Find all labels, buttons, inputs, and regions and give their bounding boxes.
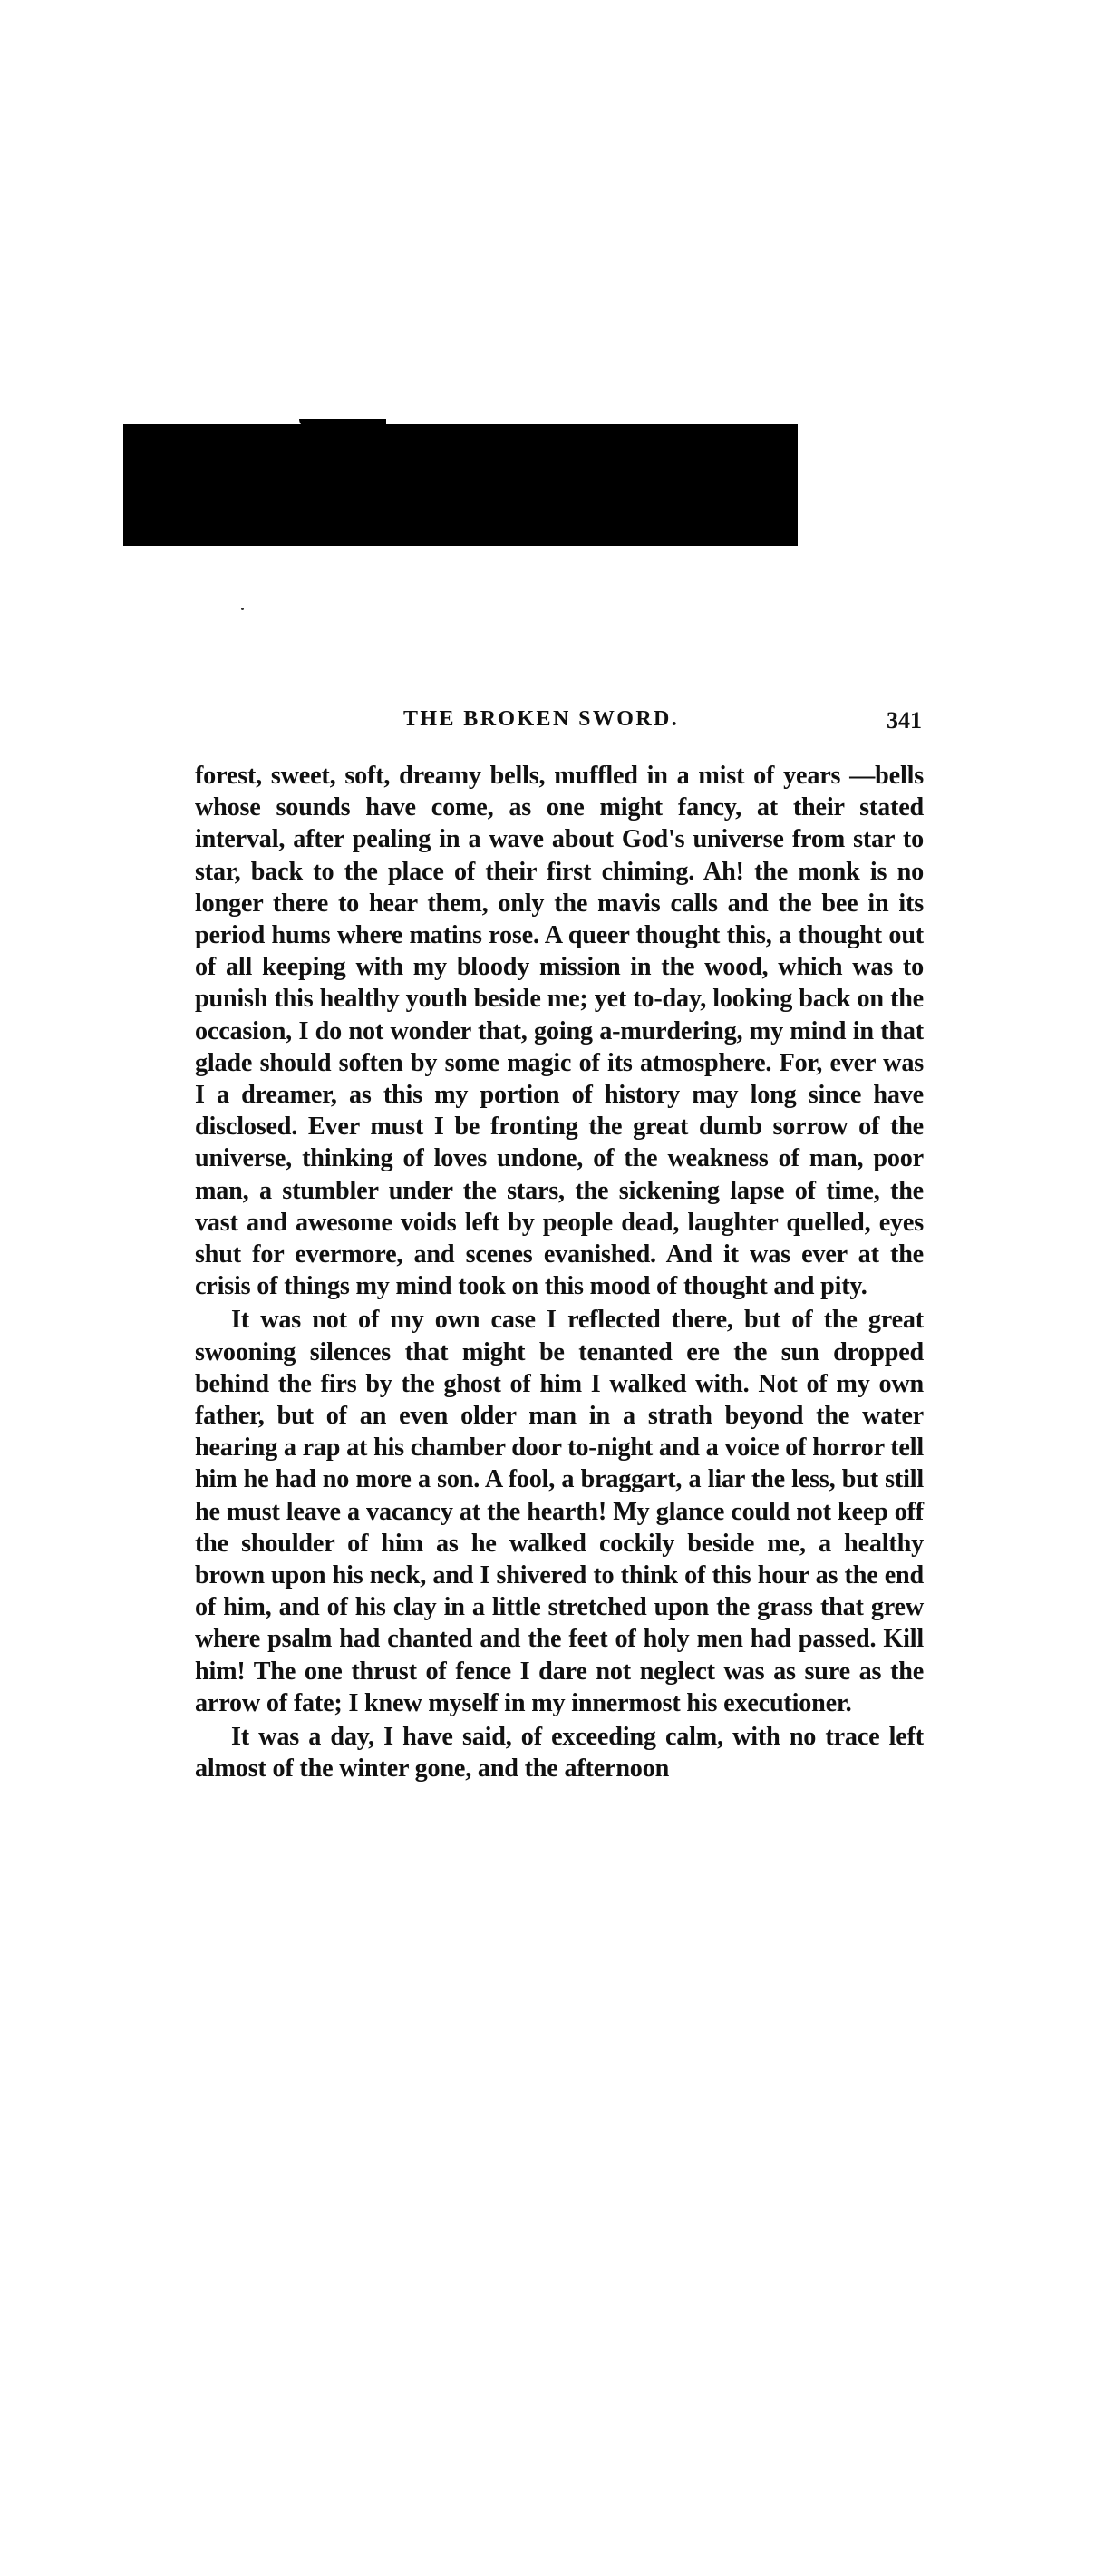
redaction-bar: [123, 424, 798, 546]
paragraph: It was not of my own case I reflected there, but of the great swooning silences that might be tenanted ere the sun dropped behind the firs by the ghost of him I walked with. Not of my own father, but of an even older man in a strath beyond the water hearing a rap at his chamber door to-night and a voice of horror tell him he had no more a son. A fool, a braggart, a liar the less, but still he must leave a vacancy at the hearth! My glance could not keep off the shoulder of him as he walked cockily beside me, a healthy brown upon his neck, and I shivered to think of this hour as the end of him, and of his clay in a little stretched upon the grass that grew where psalm had chanted and the feet of holy men had passed. Kill him! The one thrust of fence I dare not neglect was as sure as the arrow of fate; I knew myself in my innermost his executioner.: [195, 1306, 924, 1717]
body-text: [195, 760, 924, 1785]
ink-speck: [241, 608, 244, 610]
page-header: [195, 707, 924, 740]
running-title: THE BROKEN SWORD.: [403, 707, 680, 731]
paragraph: It was a day, I have said, of exceeding calm, with no trace left almost of the winter gone, and the afternoon: [195, 1723, 924, 1784]
page-number: 341: [887, 707, 922, 734]
paragraph-continued: forest, sweet, soft, dreamy bells, muffled in a mist of years —bells whose sounds have come, as one might fancy, at their stated interval, after pealing in a wave about God's universe from star to star, back to the place of their first chiming. Ah! the monk is no longer there to hear them, only the mavis calls and the bee in its period hums where matins rose. A queer thought this, a thought out of all keeping with my bloody mission in the wood, which was to punish this healthy youth beside me; yet to-day, looking back on the occasion, I do not wonder that, going a-murdering, my mind in that glade should soften by some magic of its atmosphere. For, ever was I a dreamer, as this my portion of history may long since have disclosed. Ever must I be fronting the great dumb sorrow of the universe, thinking of loves undone, of the weakness of man, poor man, a stumbler under the stars, the sickening lapse of time, the vast and awesome voids left by people dead, laughter quelled, eyes shut for evermore, and scenes evanished. And it was ever at the crisis of things my mind took on this mood of thought and pity.: [195, 762, 924, 1301]
